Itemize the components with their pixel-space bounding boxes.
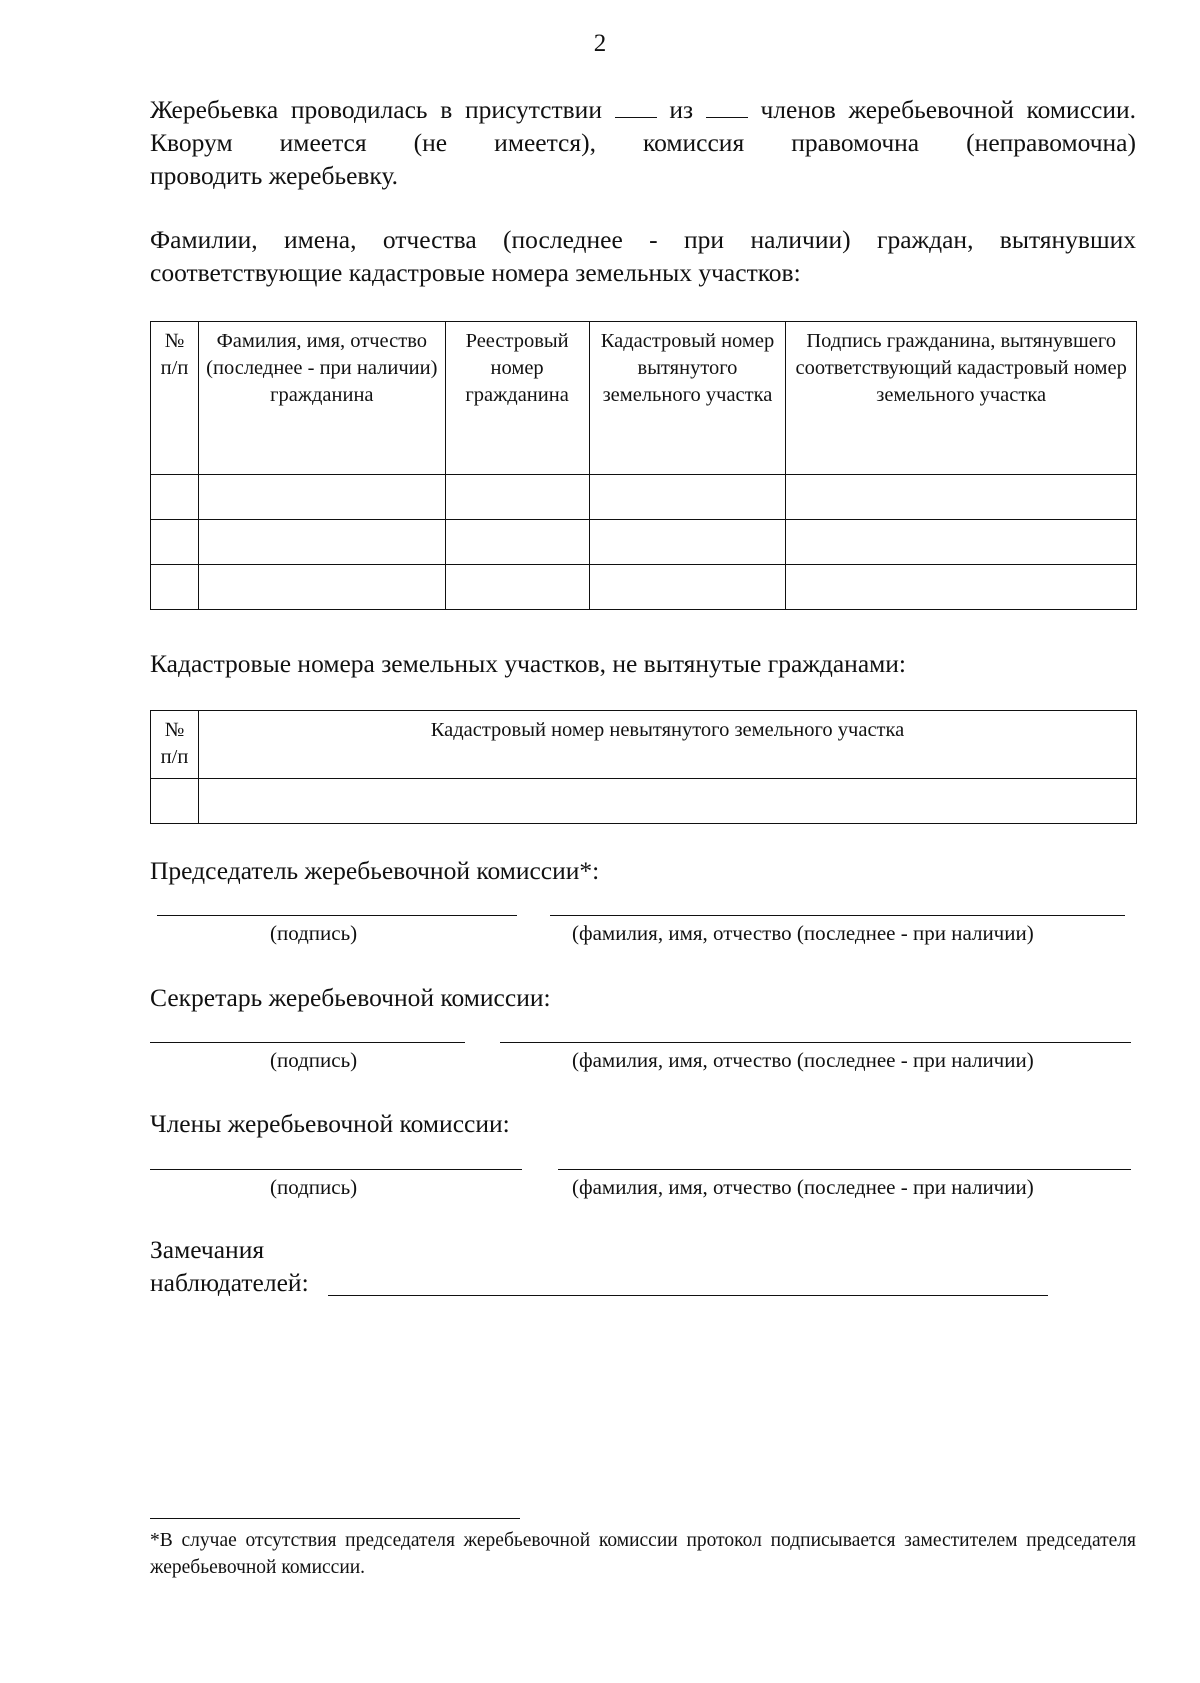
chairman-label: Председатель жеребьевочной комиссии*: xyxy=(150,856,600,885)
table-cell[interactable] xyxy=(786,565,1137,610)
table-cell[interactable] xyxy=(589,475,786,520)
col-header-registry-number: Реестровый номер гражданина xyxy=(445,322,589,475)
chairman-name-line[interactable] xyxy=(550,915,1125,916)
secretary-name-caption: (фамилия, имя, отчество (последнее - при наличии) xyxy=(572,1048,1034,1072)
drawn-heading xyxy=(150,223,1136,289)
intro-text-2: из xyxy=(669,95,694,124)
intro-text-1: Жеребьевка проводилась в присутствии xyxy=(150,95,602,124)
remarks-label-line-2: наблюдателей: xyxy=(150,1268,309,1297)
table-row xyxy=(151,779,1137,824)
footnote: *В случае отсутствия председателя жеребьевочной комиссии протокол подписывается заместителем председателя жеребьевочной комиссии. xyxy=(150,1530,1136,1578)
intro-text-3: членов жеребьевочной комиссии. Кворум имеется (не имеется), комиссия правомочна (неправомочна) xyxy=(150,95,1137,157)
members-signature-caption: (подпись) xyxy=(270,1175,358,1199)
table-cell[interactable] xyxy=(198,779,1136,824)
table-cell[interactable] xyxy=(151,779,199,824)
table-header-row xyxy=(151,711,1137,779)
col-header-undrawn-cadastral-number: Кадастровый номер невытянутого земельного участка xyxy=(198,711,1136,779)
members-name-line[interactable] xyxy=(558,1169,1131,1170)
table-row xyxy=(151,520,1137,565)
table-cell[interactable] xyxy=(445,565,589,610)
table-cell[interactable] xyxy=(151,520,199,565)
undrawn-heading: Кадастровые номера земельных участков, не вытянутые гражданами: xyxy=(150,649,907,678)
members-label: Члены жеребьевочной комиссии: xyxy=(150,1109,510,1138)
col-header-number: № п/п xyxy=(151,322,199,475)
table-row xyxy=(151,475,1137,520)
members-signature-line[interactable] xyxy=(150,1169,522,1170)
col-header-cadastral-number: Кадастровый номер вытянутого земельного участка xyxy=(589,322,786,475)
table-header-row xyxy=(151,322,1137,475)
chairman-signature-caption: (подпись) xyxy=(270,921,358,945)
chairman-name-caption: (фамилия, имя, отчество (последнее - при наличии) xyxy=(572,921,1034,945)
col-header-number: № п/п xyxy=(151,711,199,779)
table-cell[interactable] xyxy=(198,475,445,520)
col-header-signature: Подпись гражданина, вытянувшего соответствующий кадастровый номер земельного участка xyxy=(786,322,1137,475)
secretary-name-line[interactable] xyxy=(500,1042,1131,1043)
members-name-caption: (фамилия, имя, отчество (последнее - при наличии) xyxy=(572,1175,1034,1199)
table-cell[interactable] xyxy=(589,565,786,610)
footnote-divider xyxy=(150,1518,520,1519)
table-cell[interactable] xyxy=(198,565,445,610)
secretary-signature-line[interactable] xyxy=(150,1042,465,1043)
intro-paragraph xyxy=(150,93,1136,192)
table-cell[interactable] xyxy=(445,520,589,565)
table-cell[interactable] xyxy=(786,520,1137,565)
drawn-parcels-table xyxy=(150,321,1137,610)
table-cell[interactable] xyxy=(589,520,786,565)
undrawn-parcels-table xyxy=(150,710,1137,824)
remarks-label-line-1: Замечания xyxy=(150,1235,265,1264)
drawn-heading-line-2: соответствующие кадастровые номера земельных участков: xyxy=(150,258,801,287)
present-count-blank[interactable] xyxy=(615,97,657,118)
table-cell[interactable] xyxy=(151,565,199,610)
intro-text-last: проводить жеребьевку. xyxy=(150,161,399,190)
chairman-signature-line[interactable] xyxy=(157,915,517,916)
secretary-label: Секретарь жеребьевочной комиссии: xyxy=(150,983,551,1012)
table-cell[interactable] xyxy=(151,475,199,520)
table-row xyxy=(151,565,1137,610)
table-cell[interactable] xyxy=(445,475,589,520)
col-header-citizen-name: Фамилия, имя, отчество (последнее - при наличии) гражданина xyxy=(198,322,445,475)
table-cell[interactable] xyxy=(786,475,1137,520)
page-number: 2 xyxy=(593,30,607,57)
drawn-heading-line-1: Фамилии, имена, отчества (последнее - при наличии) граждан, вытянувших xyxy=(150,225,1136,254)
remarks-line[interactable] xyxy=(328,1295,1048,1296)
total-count-blank[interactable] xyxy=(706,97,748,118)
secretary-signature-caption: (подпись) xyxy=(270,1048,358,1072)
table-cell[interactable] xyxy=(198,520,445,565)
